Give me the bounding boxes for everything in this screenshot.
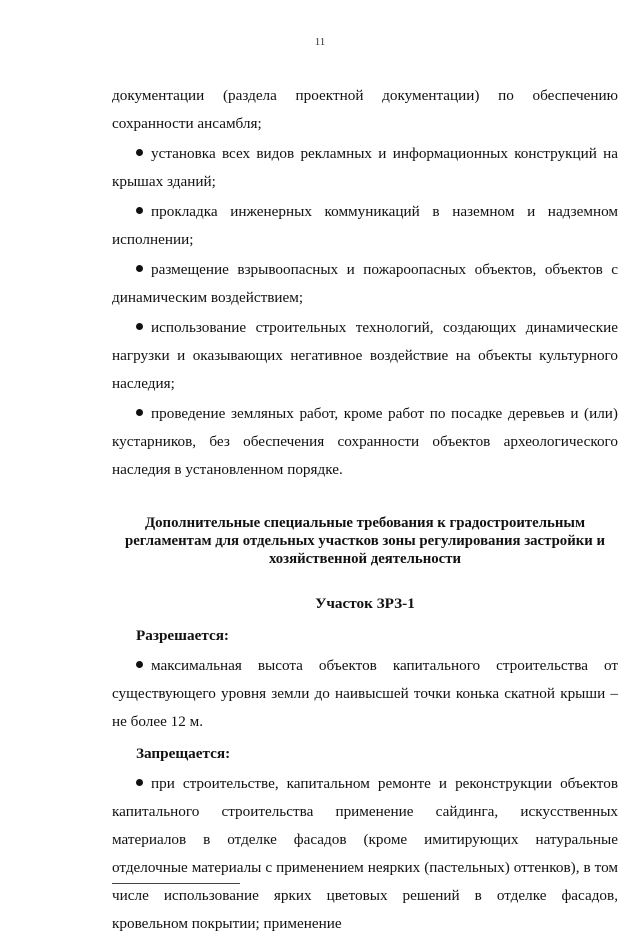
- bullet-text: использование строительных технологий, создающих динамические нагрузки и оказывающих негативное воздействие на объекты культурного наследия;: [112, 319, 618, 392]
- bullet-icon: [136, 149, 143, 156]
- bullet-item: [112, 256, 618, 312]
- bullet-item: [112, 198, 618, 254]
- bullet-text: прокладка инженерных коммуникаций в наземном и надземном исполнении;: [112, 203, 618, 248]
- bullet-text: при строительстве, капитальном ремонте и реконструкции объектов капитального строительства применение сайдинга, искусственных материалов в отделке фасадов (кроме имитирующих натуральные отделочные материалы с применением неярких (пастельных) оттенков), в том числе использование ярких цветовых решений в отделке фасадов, кровельном покрытии; применение: [112, 775, 618, 932]
- document-body: [112, 82, 618, 940]
- plot-title: Участок ЗРЗ-1: [315, 595, 415, 612]
- forbidden-label: Запрещается:: [136, 745, 231, 762]
- bullet-icon: [136, 409, 143, 416]
- bullet-item: [112, 770, 618, 938]
- bullet-icon: [136, 207, 143, 214]
- bullet-text: проведение земляных работ, кроме работ по посадке деревьев и (или) кустарников, без обеспечения сохранности объектов археологического наследия в установленном порядке.: [112, 405, 618, 478]
- footnote-divider: [112, 883, 240, 884]
- allowed-label: Разрешается:: [136, 627, 229, 644]
- bullet-item: [112, 400, 618, 484]
- bullet-text: максимальная высота объектов капитального строительства от существующего уровня земли до наивысшей точки конька скатной крыши – не более 12 м.: [112, 657, 618, 730]
- bullet-icon: [136, 265, 143, 272]
- allowed-list: [112, 652, 618, 736]
- bullet-icon: [136, 779, 143, 786]
- intro-paragraph: документации (раздела проектной документации) по обеспечению сохранности ансамбля;: [112, 87, 618, 132]
- bullet-icon: [136, 323, 143, 330]
- bullet-text: установка всех видов рекламных и информационных конструкций на крышах зданий;: [112, 145, 618, 190]
- bullet-icon: [136, 661, 143, 668]
- forbidden-list: [112, 770, 618, 938]
- bullet-item: [112, 652, 618, 736]
- bullet-item: [112, 140, 618, 196]
- restrictions-list: [112, 140, 618, 484]
- section-heading: Дополнительные специальные требования к градостроительным регламентам для отдельных участков зоны регулирования застройки и хозяйственной деятельности: [124, 515, 606, 567]
- bullet-text: размещение взрывоопасных и пожароопасных объектов, объектов с динамическим воздействием;: [112, 261, 618, 306]
- bullet-item: [112, 314, 618, 398]
- page-number: 11: [314, 36, 326, 48]
